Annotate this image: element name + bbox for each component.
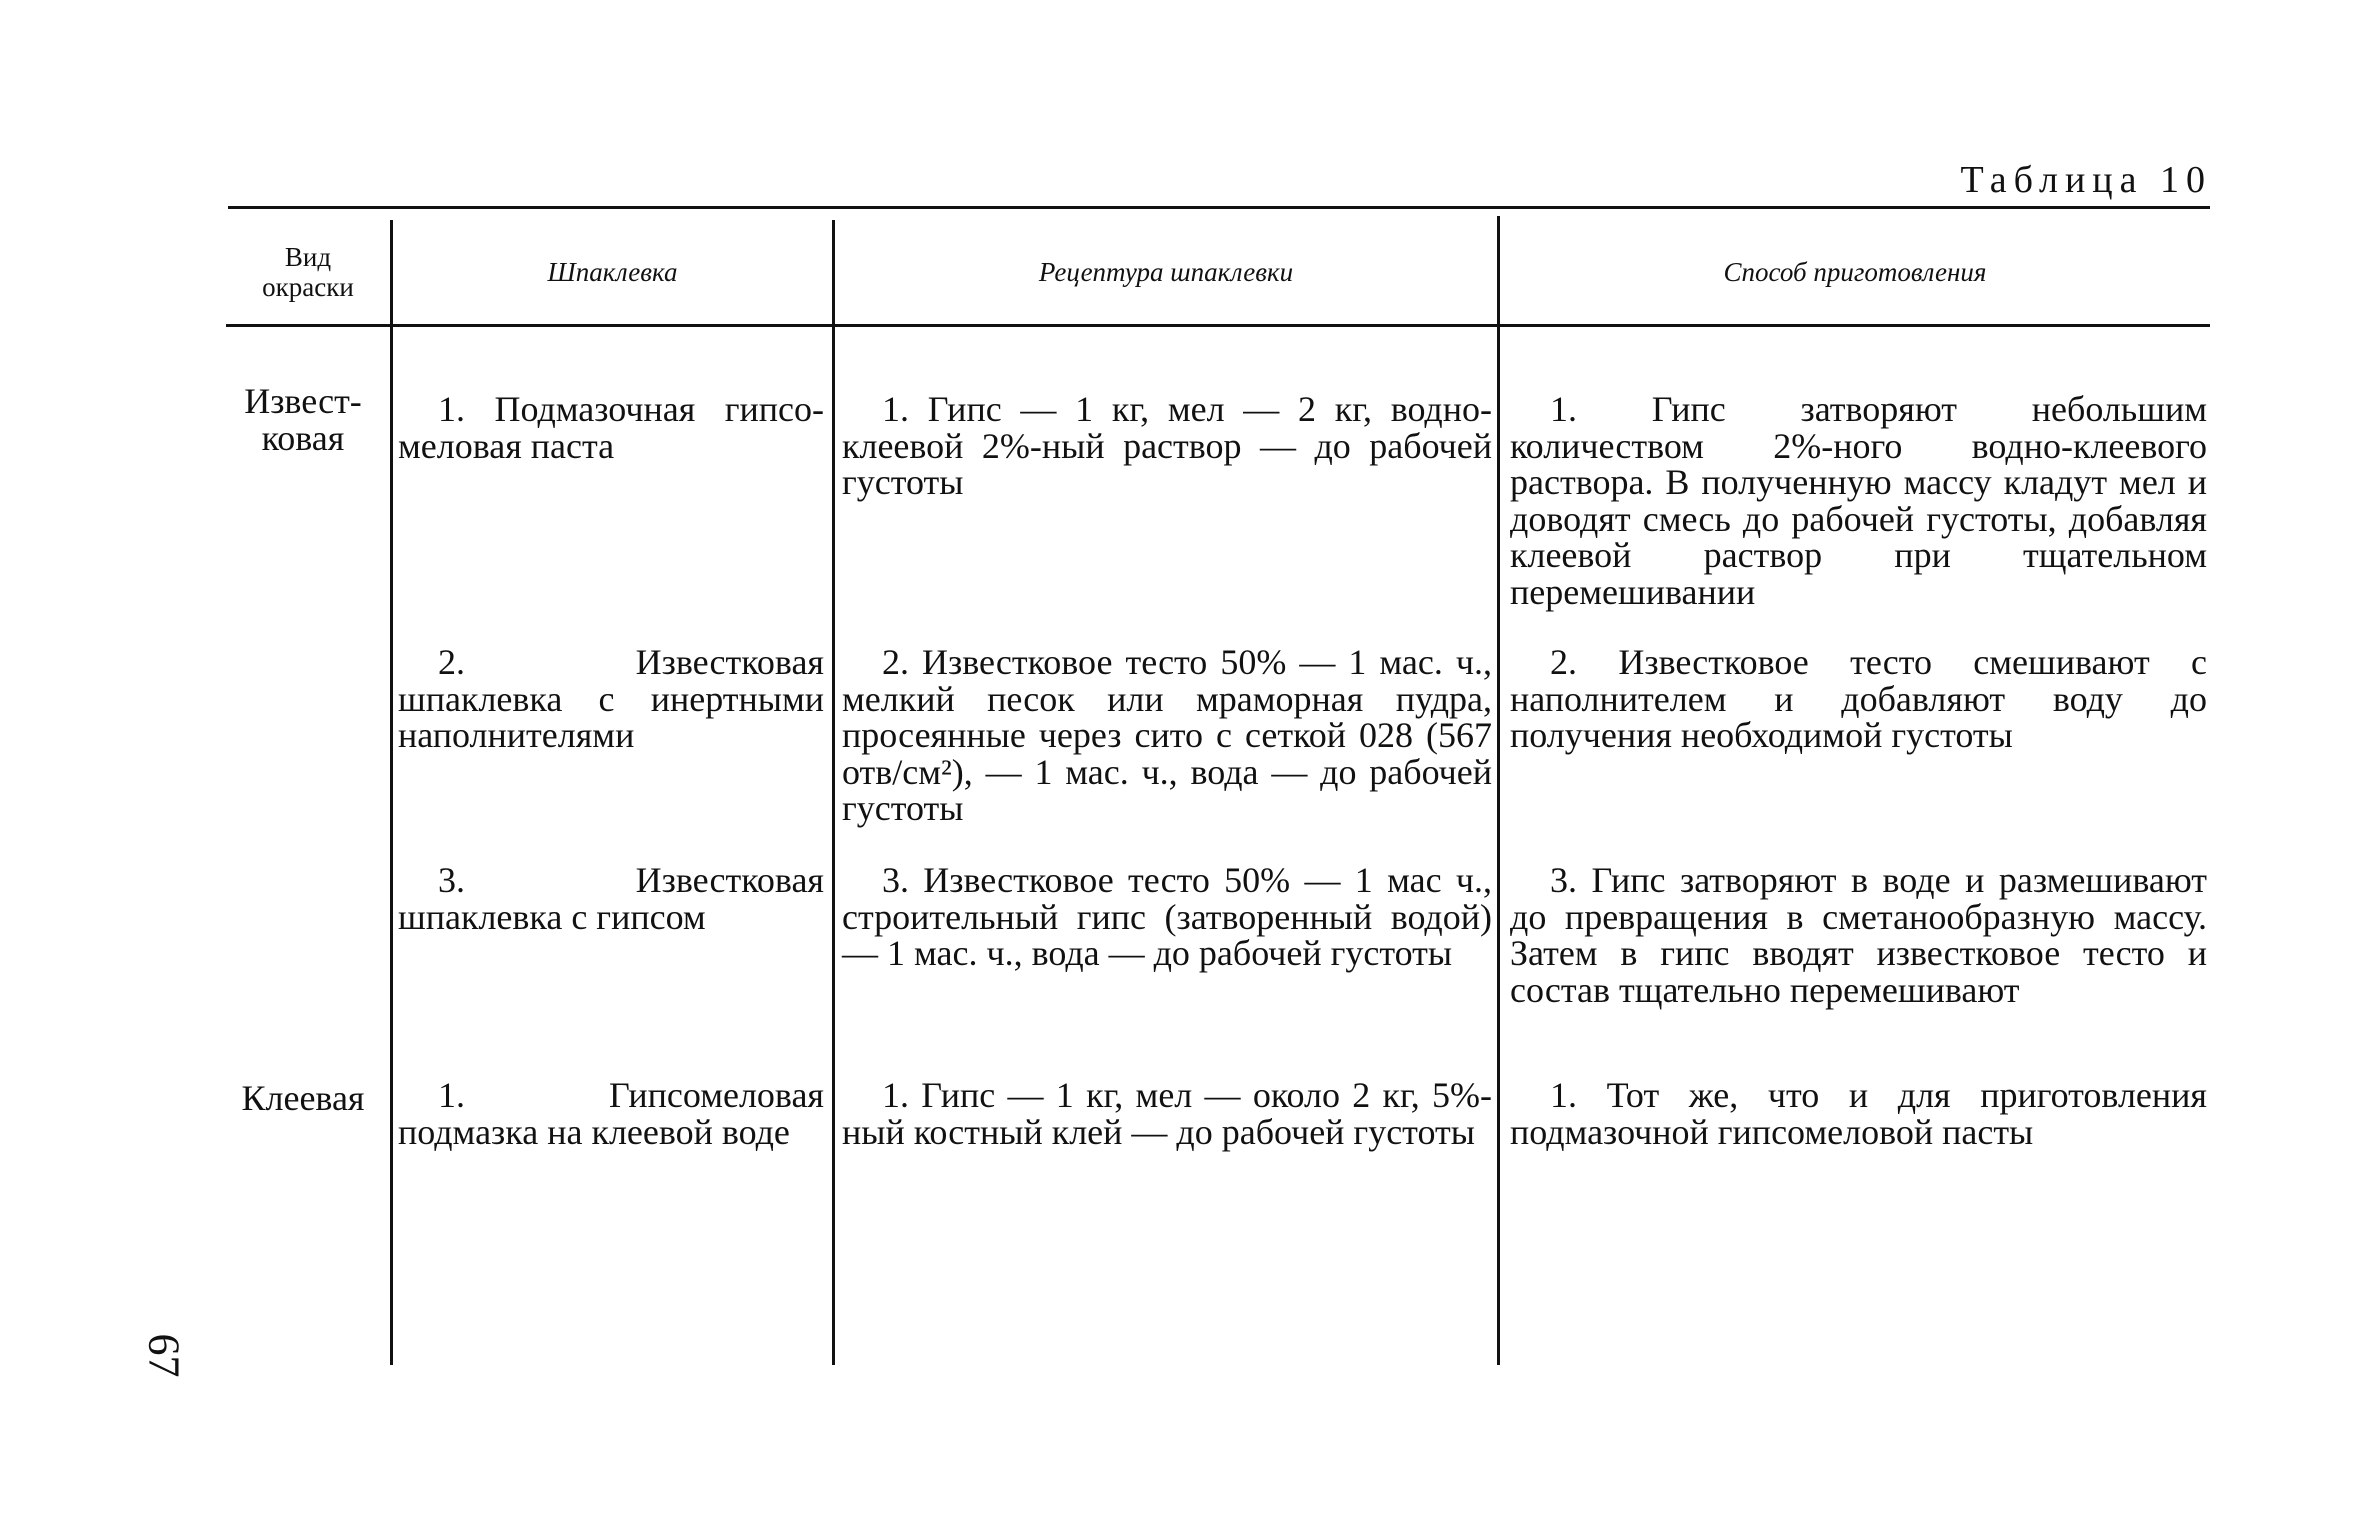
header-paint-type <box>226 222 390 322</box>
row-4-recipe: 1. Гипс — 1 кг, мел — около 2 кг, 5%-ный костный клей — до рабочей густоты <box>842 1075 1492 1152</box>
column-divider-3 <box>1497 216 1500 1365</box>
header-paint-type-line1: Вид <box>284 242 332 272</box>
header-paint-type-line2: окраски <box>262 272 354 302</box>
row-1-putty: 1. Подмазочная гипсо-меловая паста <box>398 389 824 466</box>
column-divider-2 <box>832 220 835 1365</box>
column-divider-1 <box>390 220 393 1365</box>
category-lime-line1: Извест- <box>244 381 362 421</box>
header-method: Способ приготовления <box>1723 257 1987 287</box>
page-number: 67 <box>139 1333 189 1378</box>
top-rule <box>228 206 2210 209</box>
category-glue-line1: Клеевая <box>241 1078 365 1118</box>
header-putty: Шпаклевка <box>547 257 678 287</box>
row-1-recipe: 1. Гипс — 1 кг, мел — 2 кг, водно-клеевой 2%-ный раствор — до рабочей густоты <box>842 389 1492 502</box>
row-2-putty: 2. Известковая шпаклевка с инертными наполнителями <box>398 642 824 755</box>
header-rule <box>226 324 2210 327</box>
category-glue <box>228 1080 378 1117</box>
row-4-method: 1. Тот же, что и для приготовления подмазочной гипсомеловой пасты <box>1510 1075 2207 1152</box>
row-1-method: 1. Гипс затворяют небольшим количеством 2%-ного водно-клеевого раствора. В полученную массу кладут мел и доводят смесь до рабочей густоты, добавляя клеевой раствор при тщательном перемешивании <box>1510 389 2207 612</box>
category-lime <box>228 383 378 456</box>
header-recipe: Рецептура шпаклевки <box>1038 257 1294 287</box>
row-2-recipe: 2. Известковое тесто 50% — 1 мас. ч., мелкий песок или мраморная пудра, просеянные через сито с сеткой 028 (567 отв/см²), — 1 мас. ч., вода — до рабочей густоты <box>842 642 1492 828</box>
row-3-putty: 3. Известковая шпаклевка с гипсом <box>398 860 824 937</box>
table-label: Таблица 10 <box>1960 159 2212 201</box>
category-lime-line2: ковая <box>261 417 345 458</box>
row-3-method: 3. Гипс затворяют в воде и размешивают до превращения в сметанообразную массу. Затем в гипс вводят известковое тесто и состав тщательно перемешивают <box>1510 860 2207 1010</box>
row-2-method: 2. Известковое тесто смешивают с наполнителем и добавляют воду до получения необходимой густоты <box>1510 642 2207 755</box>
row-3-recipe: 3. Известковое тесто 50% — 1 мас ч., строительный гипс (затворенный водой) — 1 мас. ч., вода — до рабочей густоты <box>842 860 1492 973</box>
row-4-putty: 1. Гипсомеловая подмазка на клеевой воде <box>398 1075 824 1152</box>
